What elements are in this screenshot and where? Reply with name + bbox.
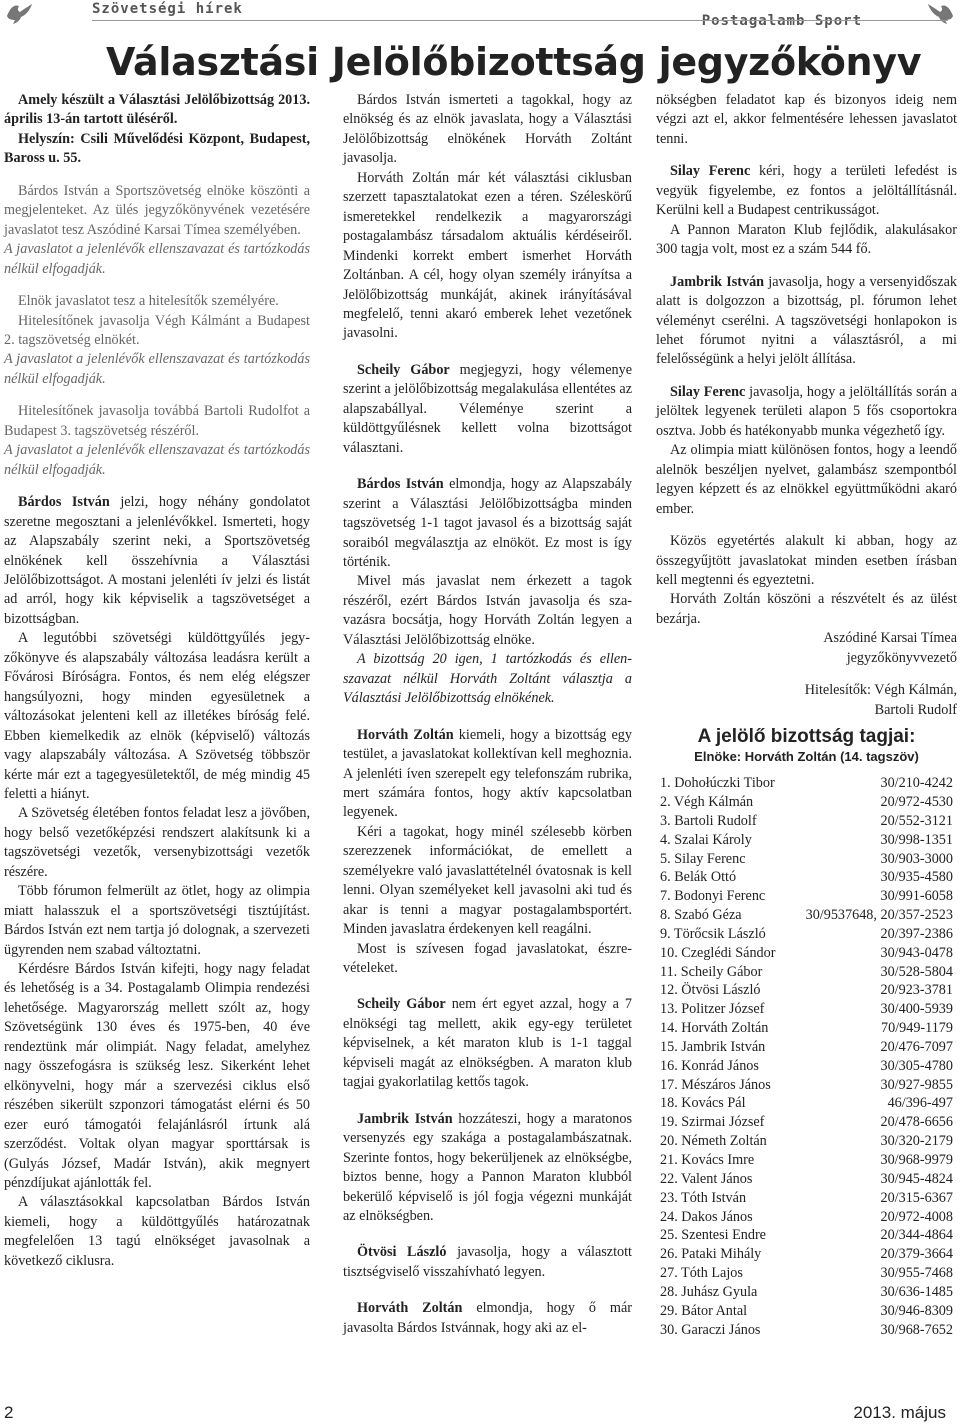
paragraph: Mivel más javaslat nem érkezett a tagok részéről, ezért Bárdos István javasolja és szavazásra bocsátja, hogy Horváth Zoltán legyen a Választási Jelölőbizottság elnöke. [343,573,632,648]
paragraph-text: javasolja, hogy a jelöltállítás során a jelöltek legyenek területi alapon 5 fős csoportokra osztva. Jobb és hatékonyabb munka végezhető így. [656,383,958,439]
member-phone: 46/396-497 [887,1095,953,1112]
paragraph: Most is szívesen fogad javaslatokat, észrevételeket. [343,940,632,977]
list-item [656,1132,957,1151]
member-name: 14. Horváth Zoltán [660,1020,769,1037]
column-1 [4,91,310,1271]
member-phone: 30/946-8309 [880,1302,953,1319]
member-phone: 30/400-5939 [880,1001,953,1018]
list-item [656,812,957,831]
members-title: A jelölő bizottság tagjai: [697,726,916,748]
member-phone: 30/636-1485 [880,1283,953,1300]
paragraph-text: javasolja, hogy a választott tisztségviselő visszahívható legyen. [343,1244,632,1280]
paragraph: Az olimpia miatt különösen fontos, hogy a leendő alelnök beszéljen nyelvet, galambász szempontból legyen képzett és az elnökkel együttműködni akaró ember. [656,442,957,517]
list-item [656,963,957,982]
list-item [656,831,957,850]
member-name: 7. Bodonyi Ferenc [660,888,766,905]
member-phone: 30/991-6058 [880,888,953,905]
member-name: 13. Politzer József [660,1001,765,1018]
list-item [656,887,957,906]
member-phone: 20/552-3121 [880,812,953,829]
paragraph: Kérdésre Bárdos István kifejti, hogy nagy feladat és lehetőség is a 34. Postagalamb Olimpia rendezési lehetősége. Magyarország mellett szólt az, hogy Szövetségünk 130 éves és 1975-ben, 40 éve rendeztünk már olimpiát. Nagy feladat, amelyhez nagy összefogásra is szükség lesz. Sikerként lehet elkönyvelni, hogy már a szervezési ciklus első részében sikerült szponzori támogatást elérni és 50 ezer euró támogatói felajánlásról írtunk alá szerződést. Voltak olyan magyar sporttársak is (Gulyás József, Madár István), akik megnyert pénzdíjukat ajánlották fel. [4,961,310,1192]
list-item [656,1076,957,1095]
speaker-name: Horváth Zoltán [357,1300,463,1317]
paragraph-text: elmondja, hogy az Alapszabály szerint a Választási Jelölőbizottságba minden tagszövetség 1-1 tagot javasol és a bizottság saját soraiból megválasztja az elnököt. Ez most is így történik. [343,476,632,570]
member-name: 11. Scheily Gábor [660,963,763,980]
member-name: 17. Mészáros János [660,1076,771,1093]
paragraph: Bárdos István ismerteti a tagokkal, hogy az elnökség és az elnök javaslata, hogy a Választási Jelölőbizottság elnökének Horváth Zoltánt javasolja. [343,92,632,167]
member-name: 30. Garaczi János [660,1321,761,1338]
intro-paragraph: Amely készült a Választási Jelölőbizottság 2013. április 13-án tartott üléséről. [4,92,310,128]
member-phone: 20/379-3664 [880,1246,953,1263]
member-name: 16. Konrád János [660,1057,759,1074]
member-name: 19. Szirmai József [660,1114,765,1131]
member-name: 28. Juhász Gyula [660,1283,758,1300]
list-item [656,793,957,812]
paragraph: Kéri a tagokat, hogy minél szélesebb körben szerezzenek információkat, de emellett a személyekre való javaslattételnél óvatosnak is kell lenni. Olyan személyeket kell javasolni aki tud és akar is tenni a magyar postagalambsportért. Minden javaslatra érdekenyen kell reagálni. [343,823,632,938]
page-number: 2 [4,1403,14,1422]
vote-result: A javaslatot a jelenlévők ellenszavazat és tartózkodás nélkül elfogadják. [4,351,310,387]
list-item [656,1283,957,1302]
member-name: 8. Szabó Géza [660,907,742,924]
member-name: 21. Kovács Imre [660,1152,755,1169]
speaker-name: Jambrik István [357,1110,453,1127]
member-phone: 30/955-7468 [880,1265,953,1282]
member-phone: 30/935-4580 [880,869,953,886]
list-item [656,925,957,944]
member-phone: 30/968-9979 [880,1152,953,1169]
member-phone: 30/998-1351 [880,831,953,848]
member-phone: 20/315-6367 [880,1189,953,1206]
paragraph: nökségben feladatot kap és bizonyos ideig nem végzi azt el, akkor felmentésére lehessen javaslatot tenni. [656,92,957,147]
paragraph [343,1243,632,1282]
list-item [656,1321,957,1340]
paragraph-text: javasolja, hogy a versenyidőszak alatt is dolgozzon a bizottság, pl. fórumon lehet véleményt cserélni. A tagszövetségi honlapokon is lehet fórumot nyitni a választásról, a mi felelősségünk a helyi jelölt állítása. [656,273,957,368]
paragraph: Közös egyetértés alakult ki abban, hogy az összegyűjtött javaslatokat minden esetben írásban kell megtenni és egyeztetni. [656,533,957,588]
paragraph [343,1110,632,1227]
member-name: 25. Szentesi Endre [660,1227,766,1244]
member-name: 27. Tóth Lajos [660,1265,743,1282]
list-item [656,1302,957,1321]
paragraph: Horváth Zoltán köszöni a részvételt és az ülést bezárja. [656,591,957,627]
member-name: 5. Silay Ferenc [660,850,746,867]
member-phone: 30/528-5804 [880,963,953,980]
speaker-name: Scheily Gábor [357,996,446,1013]
paragraph: Elnök javaslatot tesz a hitelesítők személyére. [18,293,279,310]
list-item [656,1170,957,1189]
list-item [656,1094,957,1113]
paragraph: Horváth Zoltán már két választási ciklusban szerzett tapasztalatokat ezen a téren. Széleskörű ismeretekkel rendelkezik a magyarországi postagalambász társadalom aktuális kérdéseiről. Mindenki korrekt embert ismerhet Horváth Zoltánban. A cél, hogy olyan személy irányítsa a Jelölőbizottság munkáját, akinek irányításával megfelelő, tenni akaró emberek lehet vezetőnek javasolni. [343,169,632,342]
header-section-name: Szövetségi hírek [92,1,243,17]
member-name: 12. Ötvösi László [660,982,761,999]
members-list [656,774,957,1339]
list-item [656,981,957,1000]
vote-result: A javaslatot a jelenlévők ellenszavazat és tartózkodás nélkül elfogadják. [4,241,310,277]
paragraph: Bárdos István a Sportszövetség elnöke köszönti a megjelenteket. Az ülés jegyzőkönyvének vezetésére javaslatot tesz Aszódiné Karsai Tímea személyében. [4,182,310,238]
speaker-name: Horváth Zoltán [357,726,454,743]
list-item [656,1226,957,1245]
member-phone: 30/945-4824 [880,1170,953,1187]
column-3 [656,91,957,1339]
member-phone: 30/305-4780 [880,1057,953,1074]
paragraph-text: nem ért egyet azzal, hogy a 7 elnökségi tag mellett, akik egy-egy területet képviselnek, a két maraton klub is 1-1 taggal képviseli magát az elnökségben. A maraton klub tagjai gyakorlatilag kettős tagok. [343,996,633,1091]
member-name: 29. Bátor Antal [660,1302,748,1319]
paragraph-text: megjegyzi, hogy vélemenye szerint a jelölőbizottság megalakulása ellentétes az alapszabállyal. Véleménye szerint a küldöttgyűlésnek kellett volna bizottságot választani. [343,361,633,456]
member-name: 1. Dohołúczki Tibor [660,775,775,792]
paragraph-text: hozzáteszi, hogy a maratonos versenyzés egy szakága a postagalambászatnak. Szerinte fontos, hogy bekerüljenek az elnökségbe, biztos benne, hogy a Pannon Maraton klubból bekerülő képviselő is jól fogja végezni munkáját az elnökségben. [343,1110,632,1225]
paragraph: Több fórumon felmerült az ötlet, hogy az olimpia miatt halasszuk el a sportszövetségi tisztújítást. Bárdos István ezt nem tartja jó dolognak, a szervezeti ügyrenden nem szabad változtatni. [4,883,310,958]
member-name: 15. Jambrik István [660,1038,766,1055]
vote-result: A bizottság 20 igen, 1 tartózkodás és ellenszavazat nélkül Horváth Zoltánt választja a Választási Jelölőbizottság elnökének. [343,651,632,707]
member-name: 4. Szalai Károly [660,831,752,848]
member-name: 2. Végh Kálmán [660,793,754,810]
member-phone: 30/943-0478 [880,944,953,961]
speaker-name: Silay Ferenc [670,163,751,180]
member-name: 26. Pataki Mihály [660,1246,762,1263]
list-item [656,1151,957,1170]
member-phone: 30/927-9855 [880,1076,953,1093]
paragraph: A választásokkal kapcsolatban Bárdos István kiemeli, hogy a küldöttgyűlés határozatnak megfelelően 13 tagú elnökséget javasolnak a következő ciklusra. [4,1194,310,1269]
list-item [656,906,957,925]
member-name: 10. Czeglédi Sándor [660,944,776,961]
member-name: 9. Törőcsik László [660,925,766,942]
member-name: 24. Dakos János [660,1208,753,1225]
member-name: 23. Tóth István [660,1189,747,1206]
list-item [656,850,957,869]
paragraph [343,1299,632,1338]
member-name: 6. Belák Ottó [660,869,737,886]
speaker-name: Silay Ferenc [670,383,746,400]
header-rule [92,20,948,21]
paragraph-text: jelzi, hogy néhány gondolatot szeretne megosztani a jelenlévőkkel. Ismerteti, hogy az Alapszabály szerint neki, a Sportszövetség elnökének kell összehívnia a Választási Jelölőbizottságot. A mostani jelenléti ív jelzi és listát ad arról, hogy kik képviselik a tagszövetséget a bizottságban. [4,494,310,627]
list-item [656,1189,957,1208]
list-item [656,774,957,793]
speaker-name: Ötvösi László [357,1244,447,1261]
paragraph: Hitelesítőnek javasolja továbbá Bartoli Rudolfot a Budapest 3. tagszövetség részéről. [4,403,310,439]
signature-name: Aszódiné Karsai Tímea [823,630,957,647]
issue-date: 2013. május [853,1403,946,1422]
member-phone: 20/397-2386 [880,925,953,942]
speaker-name: Jambrik István [670,273,765,290]
paragraph [343,361,632,458]
paragraph: Hitelesítőnek javasolja Végh Kálmánt a Budapest 2. tagszövetség elnökét. [4,312,310,348]
member-phone: 30/968-7652 [880,1321,953,1338]
member-phone: 30/320-2179 [880,1133,953,1150]
member-phone: 20/344-4864 [880,1227,953,1244]
paragraph [656,383,957,441]
list-item [656,1057,957,1076]
member-phone: 30/210-4242 [880,775,953,792]
member-phone: 20/972-4008 [880,1208,953,1225]
paragraph [656,162,957,220]
member-phone: 20/478-6656 [880,1114,953,1131]
column-2 [343,91,632,1338]
list-item [656,1038,957,1057]
list-item [656,1245,957,1264]
certifiers-line: Hitelesítők: Végh Kálmán, [804,682,957,699]
speaker-name: Bárdos István [357,476,444,493]
paragraph-text: elmondja, hogy ő már javasolta Bárdos Istvánnak, hogy aki az el- [343,1300,632,1336]
list-item [656,944,957,963]
page-title: Választási Jelölőbizottság jegyzőkönyv [106,40,922,84]
paragraph: A legutóbbi szövetségi küldöttgyűlés jegyzőkönyve és alapszabály változása leadásra került a Fővárosi Bíróságra. Fontos, és nem elég elégszer hangsúlyozni, hogy minden egyesületnek a változásokat jelenteni kell az illetékes bíróság felé. Ebben kiemelkedik az elnök (képviselő) változás vagy alapszabály változása. A Szövetség többször kérte már ezt a tagegyesületektől, de még mindig 45 feletti a hiányt. [4,630,310,802]
members-chair: Elnöke: Horváth Zoltán (14. tagszöv) [694,749,919,765]
member-name: 22. Valent János [660,1170,753,1187]
paragraph-text: kéri, hogy a területi lefedést is vegyük figyelembe, ez fontos a jelöltállításnál. Kerülni kell a Budapest centrikusságot. [656,163,957,219]
member-phone: 30/903-3000 [880,850,953,867]
member-phone: 30/9537648, 20/357-2523 [805,907,953,924]
member-phone: 70/949-1179 [881,1020,953,1037]
list-item [656,1019,957,1038]
member-phone: 20/972-4530 [880,793,953,810]
member-phone: 20/923-3781 [880,982,953,999]
header-magazine-name: Postagalamb Sport [701,13,862,29]
member-name: 20. Németh Zoltán [660,1133,767,1150]
paragraph [343,726,632,823]
speaker-name: Scheily Gábor [357,361,450,378]
speaker-name: Bárdos István [18,494,110,511]
pigeon-icon [4,2,34,28]
list-item [656,1264,957,1283]
list-item [656,1208,957,1227]
list-item [656,1113,957,1132]
paragraph-text: kiemeli, hogy a bizottság egy testület, a javaslatokat kollektívan kell meghoznia. A jelenléti íven szerepelt egy telefonszám rubrika, mert számára fontos, hogy aktív kapcsolatban legyenek. [343,726,632,821]
paragraph [656,273,957,370]
intro-location: Helyszín: Csili Művelődési Központ, Budapest, Baross u. 55. [4,130,310,167]
paragraph: A Szövetség életében fontos feladat lesz a jövőben, hogy belső vezetőképzési rendszert alakítsunk ki a tagszövetségi vezetők, versenybizottsági vezetők részére. [4,805,310,880]
member-phone: 20/476-7097 [880,1038,953,1055]
paragraph [343,475,632,572]
paragraph: A Pannon Maraton Klub fejlődik, alakulásakor 300 tagja volt, most ez a szám 544 fő. [656,221,957,258]
paragraph [343,995,632,1092]
paragraph [4,493,310,629]
pigeon-icon [926,2,956,28]
list-item [656,1000,957,1019]
vote-result: A javaslatot a jelenlévők ellenszavazat és tartózkodás nélkül elfogadják. [4,442,310,478]
certifiers-line: Bartoli Rudolf [874,701,957,718]
member-name: 3. Bartoli Rudolf [660,812,757,829]
member-name: 18. Kovács Pál [660,1095,746,1112]
list-item [656,868,957,887]
signature-role: jegyzőkönyvvezető [846,649,957,666]
